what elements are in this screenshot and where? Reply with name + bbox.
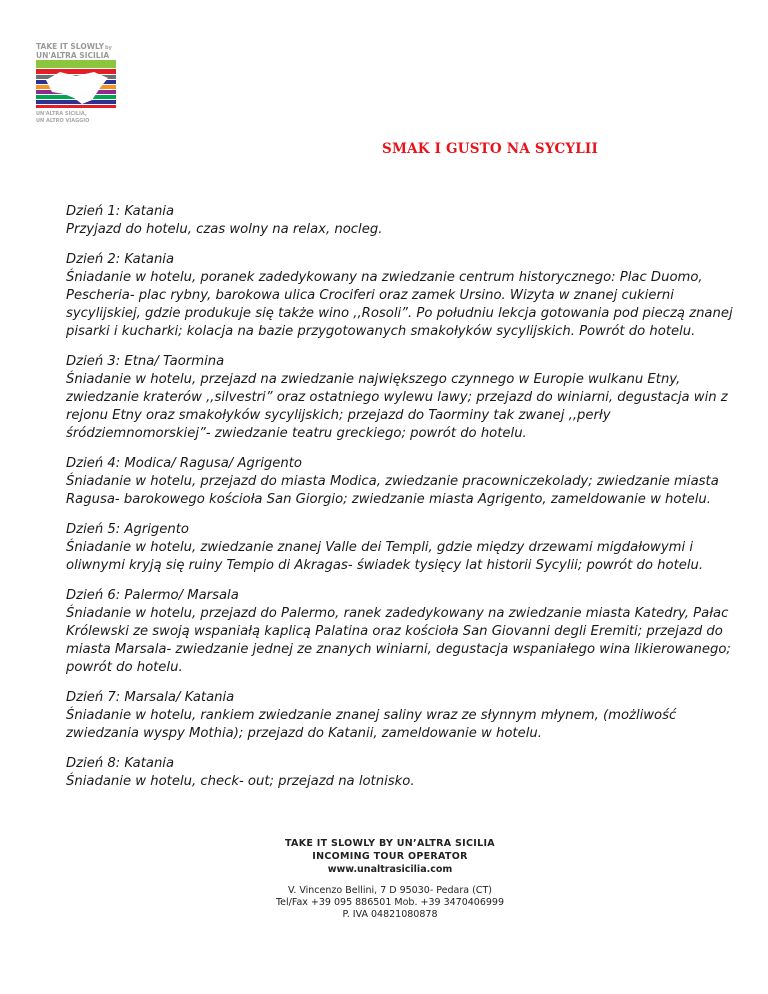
day-heading: Dzień 7: Marsala/ Katania <box>66 690 235 705</box>
day-description: Śniadanie w hotelu, poranek zadedykowany na zwiedzanie centrum historycznego: Plac Duomo, Pescheria- plac rybny, barokowa ulica Crociferi oraz zamek Ursino. Wizyta w znanej cukierni sycylijskiej, gdzie produkuje się także wino ,,Rosoli”. Po południu lekcja gotowania pod pieczą znanej pisarki i kucharki; kolacja na bazie przygotowanych smakołyków sycylijskich. Powrót do hotelu. <box>66 270 733 339</box>
document-title: SMAK I GUSTO NA SYCYLII <box>382 141 598 157</box>
footer-website: www.unaltrasicilia.com <box>327 864 453 875</box>
day-description: Śniadanie w hotelu, rankiem zwiedzanie znanej saliny wraz ze słynnym młynem, (możliwość zwiedzania wyspy Mothia); przejazd do Katanii, zameldowanie w hotelu. <box>66 708 677 741</box>
day-heading: Dzień 4: Modica/ Ragusa/ Agrigento <box>66 456 302 471</box>
day-description: Śniadanie w hotelu, przejazd na zwiedzanie największego czynnego w Europie wulkanu Etny, zwiedzanie kraterów ,,silvestri” oraz ostatniego wylewu lawy; przejazd do winiarni, degustacja win z rejonu Etny oraz smakołyków sycylijskich; przejazd do Taorminy tak zwanej ,,perły śródziemnomorskiej”- zwiedzanie teatru greckiego; powrót do hotelu. <box>66 372 728 441</box>
logo-text-by: by <box>105 45 112 51</box>
day-heading: Dzień 6: Palermo/ Marsala <box>66 588 239 603</box>
logo-text-line2: UN'ALTRA SICILIA <box>36 51 110 60</box>
itinerary-day <box>66 521 746 575</box>
logo-sub-line2: UN ALTRO VIAGGIO <box>36 118 90 124</box>
day-description: Śniadanie w hotelu, przejazd do Palermo, ranek zadedykowany na zwiedzanie miasta Katedry, Pałac Królewski ze swoją wspaniałą kaplicą Palatina oraz kościoła San Giovanni degli Eremiti; przejazd do miasta Marsala- zwiedzanie jednej ze znanych winiarni, degustacja wspaniałego wina likierowanego; powrót do hotelu. <box>66 606 731 675</box>
day-description: Śniadanie w hotelu, check- out; przejazd na lotnisko. <box>66 774 415 789</box>
footer-company: TAKE IT SLOWLY BY UN’ALTRA SICILIA <box>285 838 495 849</box>
itinerary-day <box>66 689 746 743</box>
itinerary-day <box>66 203 746 239</box>
footer-tagline: INCOMING TOUR OPERATOR <box>312 851 468 862</box>
footer-address: V. Vincenzo Bellini, 7 D 95030- Pedara (CT) <box>288 885 492 896</box>
day-description: Śniadanie w hotelu, przejazd do miasta Modica, zwiedzanie pracowniczekolady; zwiedzanie miasta Ragusa- barokowego kościoła San Giorgio; zwiedzanie miasta Agrigento, zameldowanie w hotelu. <box>66 474 719 507</box>
itinerary-day <box>66 587 746 677</box>
day-heading: Dzień 2: Katania <box>66 252 175 267</box>
logo-graphic <box>36 42 122 134</box>
day-heading: Dzień 5: Agrigento <box>66 522 189 537</box>
document-footer <box>130 837 650 921</box>
footer-vat: P. IVA 04821080878 <box>342 909 438 920</box>
day-heading: Dzień 8: Katania <box>66 756 175 771</box>
itinerary <box>66 203 746 803</box>
company-logo <box>36 42 122 134</box>
itinerary-day <box>66 251 746 341</box>
day-description: Przyjazd do hotelu, czas wolny na relax, nocleg. <box>66 222 383 237</box>
itinerary-day <box>66 353 746 443</box>
footer-phone: Tel/Fax +39 095 886501 Mob. +39 3470406999 <box>275 897 505 908</box>
day-heading: Dzień 1: Katania <box>66 204 175 219</box>
itinerary-day <box>66 755 746 791</box>
day-heading: Dzień 3: Etna/ Taormina <box>66 354 225 369</box>
logo-text-line1: TAKE IT SLOWLY <box>36 42 105 51</box>
logo-sub-line1: UN'ALTRA SICILIA, <box>36 111 87 117</box>
itinerary-day <box>66 455 746 509</box>
sicily-silhouette <box>46 72 108 104</box>
day-description: Śniadanie w hotelu, zwiedzanie znanej Valle dei Templi, gdzie między drzewami migdałowymi i oliwnymi kryją się ruiny Tempio di Akragas- świadek tysięcy lat historii Sycylii; powrót do hotelu. <box>66 540 704 573</box>
